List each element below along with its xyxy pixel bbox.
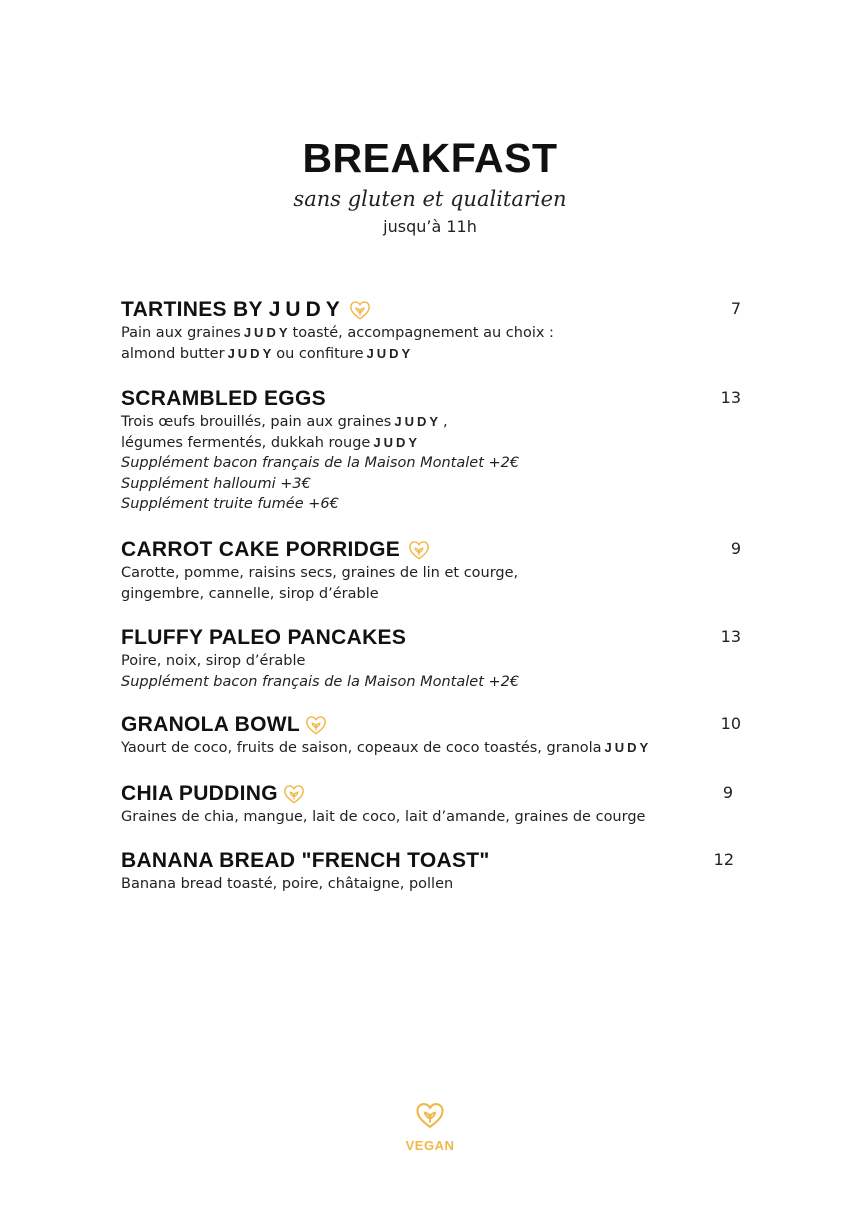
item-supplement-line: Supplément halloumi +3€ (121, 475, 311, 492)
item-price: 13 (720, 627, 741, 646)
menu-item-carrot-cake-porridge (121, 537, 741, 604)
brand-name: JUDY (268, 298, 345, 321)
item-name: TARTINES BY (121, 298, 263, 321)
item-description-line: Pain aux graines JUDY toasté, accompagnement au choix : (121, 325, 554, 341)
heart-leaf-icon (408, 539, 430, 561)
brand-name: JUDY (243, 325, 291, 340)
page-title: BREAKFAST (302, 135, 558, 181)
item-description-line: Poire, noix, sirop d’érable (121, 653, 306, 669)
item-name: SCRAMBLED EGGS (121, 387, 326, 410)
vegan-legend (0, 1100, 860, 1153)
item-description-line: gingembre, cannelle, sirop d’érable (121, 585, 379, 602)
serving-hours: jusqu’à 11h (383, 217, 477, 236)
brand-name: JUDY (227, 345, 275, 361)
vegan-label: VEGAN (405, 1138, 455, 1153)
item-supplement-line: Supplément bacon français de la Maison Montalet +2€ (121, 455, 520, 471)
item-name: FLUFFY PALEO PANCAKES (121, 626, 407, 649)
item-heading (121, 848, 741, 874)
item-price: 12 (713, 850, 734, 869)
item-supplement-line: Supplément bacon français de la Maison Montalet +2€ (121, 673, 520, 690)
item-price: 13 (720, 388, 741, 407)
item-price: 7 (730, 299, 741, 318)
item-name: CHIA PUDDING (121, 782, 278, 805)
brand-name: JUDY (373, 434, 421, 450)
item-heading (121, 712, 741, 738)
menu-header (0, 132, 860, 238)
item-heading (121, 781, 741, 807)
item-heading (121, 386, 741, 412)
page-subtitle: sans gluten et qualitarien (293, 187, 567, 211)
item-description-line: Carotte, pomme, raisins secs, graines de lin et courge, (121, 565, 519, 581)
item-description-line: légumes fermentés, dukkah rouge JUDY (121, 434, 421, 451)
item-price: 9 (722, 783, 733, 802)
item-heading (121, 297, 741, 323)
item-name: GRANOLA BOWL (121, 713, 300, 736)
heart-leaf-icon (305, 714, 327, 736)
menu-item-tartines (121, 297, 741, 364)
item-description-line: almond butter JUDY ou confiture JUDY (121, 345, 414, 362)
menu-item-scrambled-eggs (121, 386, 741, 515)
item-price: 9 (730, 539, 741, 558)
heart-leaf-icon (415, 1100, 445, 1130)
brand-name: JUDY (604, 740, 652, 755)
menu-item-granola-bowl (121, 712, 741, 759)
item-description-line: Graines de chia, mangue, lait de coco, lait d’amande, graines de courge (121, 809, 646, 825)
menu-item-chia-pudding (121, 781, 741, 828)
item-name: CARROT CAKE PORRIDGE (121, 538, 401, 561)
item-name: BANANA BREAD "FRENCH TOAST" (121, 849, 490, 872)
item-description-line: Yaourt de coco, fruits de saison, copeaux de coco toastés, granola JUDY (121, 740, 652, 756)
item-description-line: Banana bread toasté, poire, châtaigne, pollen (121, 876, 454, 892)
item-heading (121, 625, 741, 651)
menu-item-banana-bread (121, 848, 741, 895)
item-heading (121, 537, 741, 563)
menu-item-fluffy-paleo-pancakes (121, 625, 741, 692)
brand-name: JUDY (366, 345, 414, 361)
heart-leaf-icon (283, 783, 305, 805)
heart-leaf-icon (349, 299, 371, 321)
item-description-line: Trois œufs brouillés, pain aux graines JUDY , (121, 414, 448, 430)
item-price: 10 (720, 714, 741, 733)
brand-name: JUDY (394, 414, 442, 429)
item-supplement-line: Supplément truite fumée +6€ (121, 496, 339, 512)
